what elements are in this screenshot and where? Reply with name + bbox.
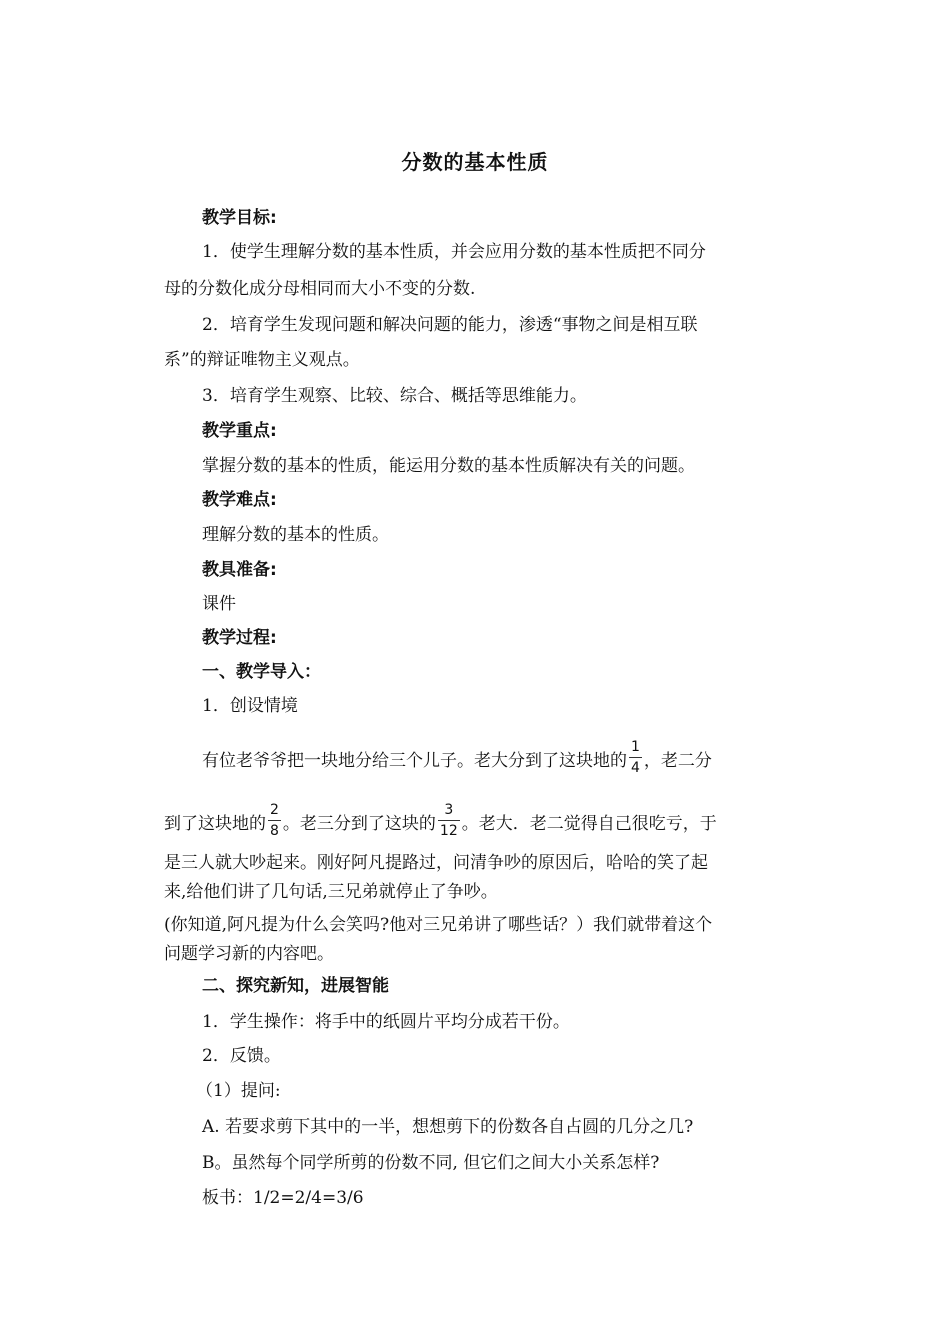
page-title: 分数的基本性质 bbox=[401, 150, 549, 174]
operation-2: 2．反馈。 bbox=[202, 1046, 281, 1066]
story-text: 。老大．老二觉得自己很吃亏，于 bbox=[461, 814, 717, 834]
fraction-two-eighths bbox=[268, 802, 281, 839]
story-line-2 bbox=[164, 802, 717, 843]
objective-2-line-1: 2．培育学生发现问题和解决问题的能力，渗透“事物之间是相互联 bbox=[202, 315, 698, 335]
fraction-bar bbox=[438, 820, 460, 821]
operation-1: 1．学生操作：将手中的纸圆片平均分成若干份。 bbox=[202, 1012, 570, 1032]
fraction-numerator: 1 bbox=[631, 739, 640, 755]
fraction-numerator: 3 bbox=[444, 802, 454, 818]
difficulty-text: 理解分数的基本的性质。 bbox=[202, 525, 389, 545]
question-a: A. 若要求剪下其中的一半，想想剪下的份数各自占圆的几分之几? bbox=[202, 1117, 694, 1137]
keypoint-text: 掌握分数的基本的性质，能运用分数的基本性质解决有关的问题。 bbox=[202, 456, 695, 476]
story-text: ，老二分 bbox=[643, 751, 712, 771]
difficulty-heading: 教学难点: bbox=[202, 490, 277, 510]
fraction-denominator: 8 bbox=[270, 823, 279, 839]
section-2-heading: 二、探究新知，进展智能 bbox=[202, 976, 389, 996]
fraction-bar bbox=[268, 820, 281, 821]
story-text: 有位老爷爷把一块地分给三个儿子。老大分到了这块地的 bbox=[202, 751, 627, 771]
fraction-denominator: 12 bbox=[439, 823, 458, 839]
story-line-1 bbox=[202, 739, 712, 780]
section-1-heading: 一、教学导入： bbox=[202, 662, 321, 682]
story-text: 。老三分到了这块的 bbox=[282, 814, 436, 834]
board-writing: 板书：1/2=2/4=3/6 bbox=[202, 1188, 364, 1208]
story-line-4: 来,给他们讲了几句话,三兄弟就停止了争吵。 bbox=[164, 882, 498, 902]
question-line-1: (你知道,阿凡提为什么会笑吗?他对三兄弟讲了哪些话？）我们就带着这个 bbox=[164, 915, 713, 935]
keypoint-heading: 教学重点: bbox=[202, 421, 277, 441]
fraction-bar bbox=[629, 757, 642, 758]
question-line-2: 问题学习新的内容吧。 bbox=[164, 944, 334, 964]
sub-question-label: （1）提问: bbox=[196, 1081, 281, 1101]
objective-1-line-1: 1．使学生理解分数的基本性质，并会应用分数的基本性质把不同分 bbox=[202, 242, 706, 262]
objectives-heading: 教学目标: bbox=[202, 208, 277, 228]
fraction-numerator: 2 bbox=[270, 802, 279, 818]
materials-text: 课件 bbox=[202, 594, 236, 614]
story-text: 到了这块地的 bbox=[164, 814, 266, 834]
objective-2-line-2: 系”的辩证唯物主义观点。 bbox=[164, 350, 360, 370]
fraction-denominator: 4 bbox=[631, 760, 640, 776]
step-1: 1．创设情境 bbox=[202, 696, 298, 716]
fraction-one-quarter bbox=[629, 739, 642, 776]
process-heading: 教学过程: bbox=[202, 628, 277, 648]
fraction-three-twelfths bbox=[438, 802, 460, 839]
objective-3: 3．培育学生观察、比较、综合、概括等思维能力。 bbox=[202, 386, 587, 406]
objective-1-line-2: 母的分数化成分母相同而大小不变的分数. bbox=[164, 279, 476, 299]
story-line-3: 是三人就大吵起来。刚好阿凡提路过，问清争吵的原因后，哈哈的笑了起 bbox=[164, 853, 708, 873]
materials-heading: 教具准备: bbox=[202, 560, 277, 580]
question-b: B。虽然每个同学所剪的份数不同, 但它们之间大小关系怎样? bbox=[202, 1153, 660, 1173]
